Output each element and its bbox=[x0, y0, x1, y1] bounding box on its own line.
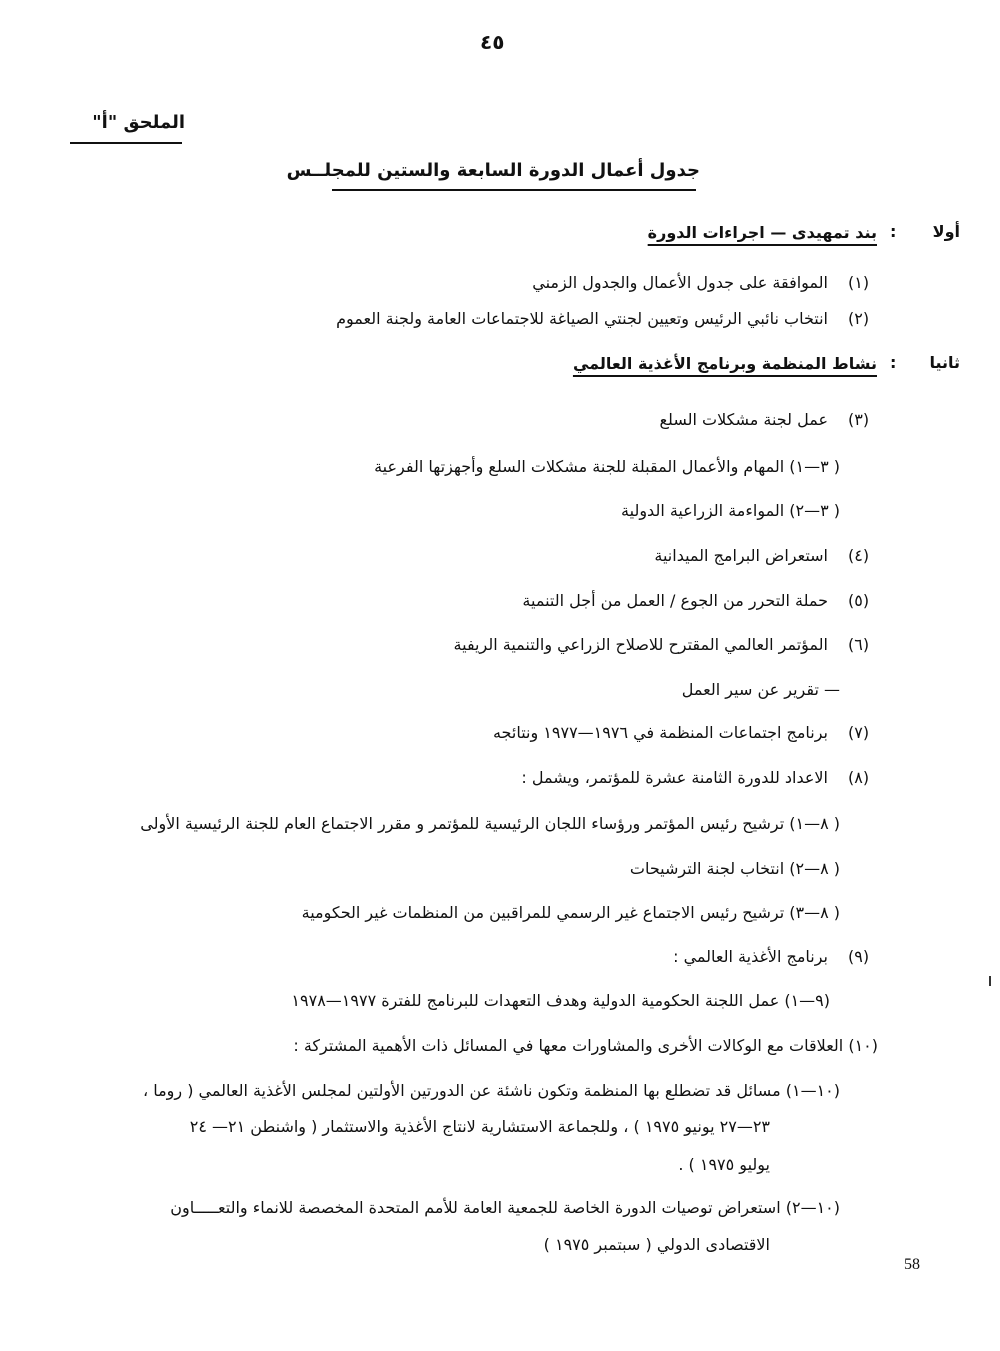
item1-number: (١) bbox=[848, 273, 870, 292]
item10-2-line1: (١٠—٢) استعراض توصيات الدورة الخاصة للجمعية العامة للأمم المتحدة المخصصة للانماء والتعـــــاون bbox=[170, 1198, 840, 1217]
item6-sub-text: — تقرير عن سير العمل bbox=[681, 680, 840, 699]
item4-text: استعراض البرامج الميدانية bbox=[654, 546, 828, 565]
item8-number: (٨) bbox=[848, 768, 870, 787]
document-title: جدول أعمال الدورة السابعة والستين للمجلــس bbox=[286, 160, 700, 181]
item5-text: حملة التحرر من الجوع / العمل من أجل التنمية bbox=[522, 591, 828, 610]
item8-1-text: ( ٨—١) ترشيح رئيس المؤتمر ورؤساء اللجان الرئيسية للمؤتمر و مقرر الاجتماع العام للجنة الرئيسية الأولى bbox=[140, 814, 840, 833]
section2-heading: نشاط المنظمة وبرنامج الأغذية العالمي bbox=[572, 354, 877, 373]
section1-heading: بند تمهيدى — اجراءات الدورة bbox=[647, 223, 877, 242]
item8-2-text: ( ٨—٢) انتخاب لجنة الترشيحات bbox=[629, 859, 840, 878]
section1-label: أولا bbox=[932, 222, 960, 241]
section2-label: ثانيا bbox=[929, 353, 960, 372]
item7-text: برنامج اجتماعات المنظمة في ١٩٧٦—١٩٧٧ ونتائجه bbox=[492, 723, 828, 742]
item9-text: برنامج الأغذية العالمي : bbox=[673, 947, 828, 966]
annex-label-text: الملحق "أ" bbox=[92, 112, 185, 133]
title-underline bbox=[332, 189, 696, 191]
item6-text: المؤتمر العالمي المقترح للاصلاح الزراعي والتنمية الريفية bbox=[453, 635, 828, 654]
footer-page-number: 58 bbox=[904, 1256, 920, 1273]
item5-number: (٥) bbox=[848, 591, 870, 610]
margin-mark bbox=[989, 976, 991, 986]
item9-1-text: (٩—١) عمل اللجنة الحكومية الدولية وهدف التعهدات للبرنامج للفترة ١٩٧٧—١٩٧٨ bbox=[291, 991, 830, 1010]
item9-number: (٩) bbox=[848, 947, 870, 966]
item3-2-text: ( ٣—٢) المواءمة الزراعية الدولية bbox=[621, 501, 840, 520]
item3-number: (٣) bbox=[848, 410, 870, 429]
annex-underline bbox=[70, 142, 182, 144]
item4-number: (٤) bbox=[848, 546, 870, 565]
page-number: ٤٥ bbox=[480, 30, 505, 54]
item10-text: (١٠) العلاقات مع الوكالات الأخرى والمشاورات معها في المسائل ذات الأهمية المشتركة : bbox=[293, 1036, 878, 1055]
item10-1-line2: ٢٣—٢٧ يونيو ١٩٧٥ ) ، وللجماعة الاستشارية لانتاج الأغذية والاستثمار ( واشنطن ٢١— ٢٤ bbox=[189, 1117, 770, 1136]
section2-colon: : bbox=[890, 353, 897, 372]
item10-1-line1: (١٠—١) مسائل قد تضطلع بها المنظمة وتكون ناشئة عن الدورتين الأولتين لمجلس الأغذية العالمي ( روما ، bbox=[142, 1081, 840, 1100]
item7-number: (٧) bbox=[848, 723, 870, 742]
item8-3-text: ( ٨—٣) ترشيح رئيس الاجتماع غير الرسمي للمراقبين من المنظمات غير الحكومية bbox=[301, 903, 840, 922]
section1-colon: : bbox=[890, 222, 897, 241]
item1-text: الموافقة على جدول الأعمال والجدول الزمني bbox=[532, 273, 828, 292]
item10-2-line2: الاقتصادى الدولي ( سبتمبر ١٩٧٥ ) bbox=[543, 1235, 770, 1254]
item2-number: (٢) bbox=[848, 309, 870, 328]
item2-text: انتخاب نائبي الرئيس وتعيين لجنتي الصياغة للاجتماعات العامة ولجنة العموم bbox=[336, 309, 828, 328]
item10-1-line3: يوليو ١٩٧٥ ) . bbox=[678, 1155, 770, 1174]
item8-text: الاعداد للدورة الثامنة عشرة للمؤتمر، ويشمل : bbox=[521, 768, 828, 787]
item6-number: (٦) bbox=[848, 635, 870, 654]
item3-text: عمل لجنة مشكلات السلع bbox=[659, 410, 828, 429]
item3-1-text: ( ٣—١) المهام والأعمال المقبلة للجنة مشكلات السلع وأجهزتها الفرعية bbox=[374, 457, 840, 476]
